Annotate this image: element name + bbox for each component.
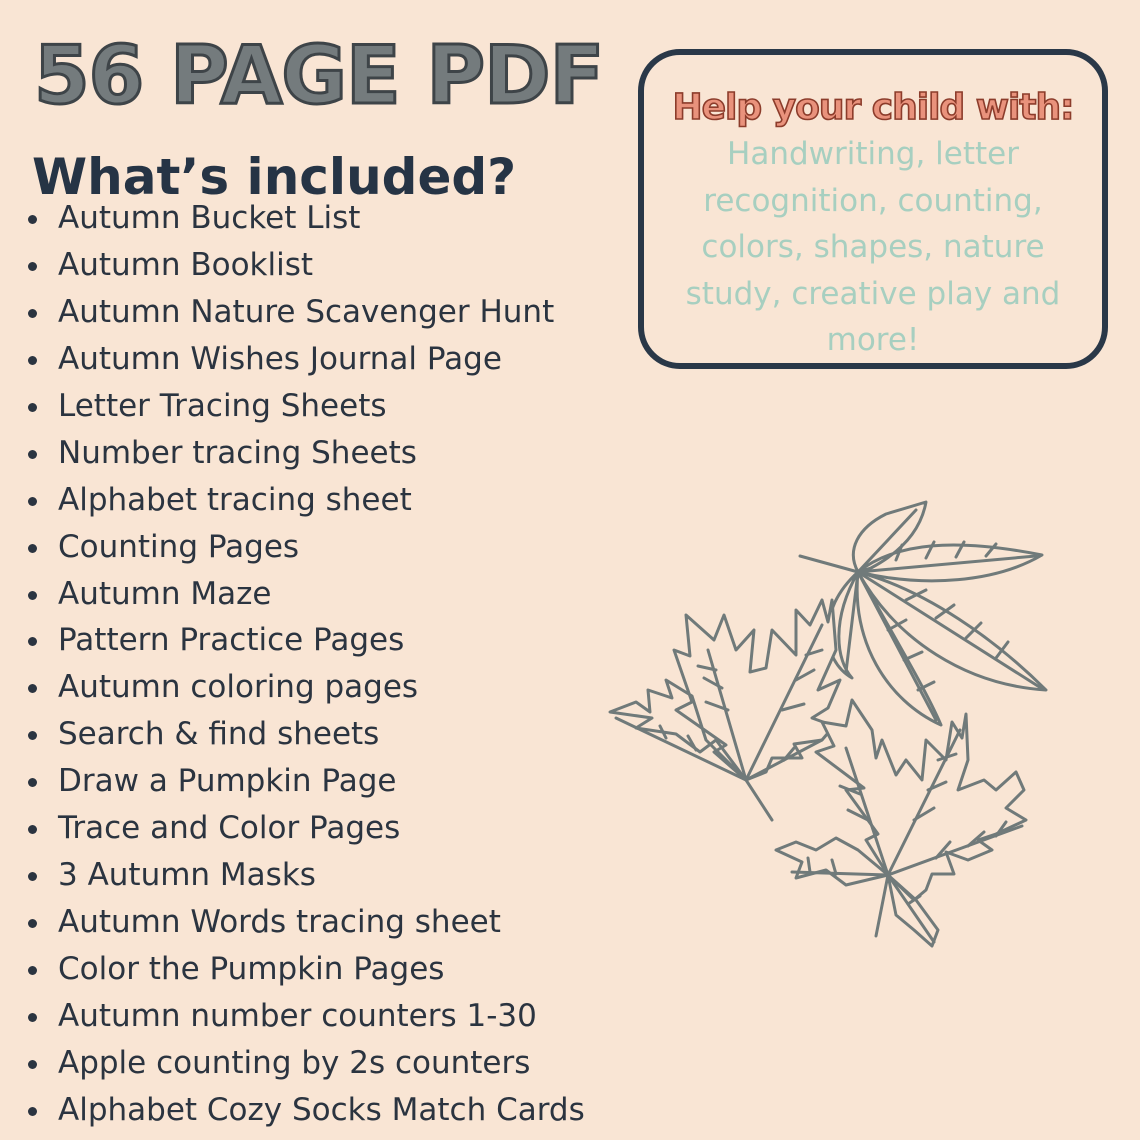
list-item: Autumn Wishes Journal Page (0, 336, 585, 383)
leaf-left-icon (610, 600, 840, 820)
list-item: 3 Autumn Masks (0, 852, 585, 899)
list-item: Autumn Bucket List (0, 195, 585, 242)
list-item: Autumn Booklist (0, 242, 585, 289)
list-item: Pattern Practice Pages (0, 617, 585, 664)
included-list (0, 195, 585, 1134)
list-item: Trace and Color Pages (0, 805, 585, 852)
list-item: Autumn coloring pages (0, 664, 585, 711)
list-item: Color the Pumpkin Pages (0, 946, 585, 993)
help-box-body: Handwriting, letter recognition, counting, colors, shapes, nature study, creative play and more! (685, 136, 1061, 358)
list-item: Alphabet Cozy Socks Match Cards (0, 1087, 585, 1134)
subheading: What’s included? (32, 148, 517, 206)
headline: 56 PAGE PDF (34, 29, 604, 122)
list-item: Apple counting by 2s counters (0, 1040, 585, 1087)
list-item: Autumn Nature Scavenger Hunt (0, 289, 585, 336)
list-item: Search & find sheets (0, 711, 585, 758)
list-item: Alphabet tracing sheet (0, 477, 585, 524)
list-item: Letter Tracing Sheets (0, 383, 585, 430)
list-item: Number tracing Sheets (0, 430, 585, 477)
list-item: Autumn number counters 1-30 (0, 993, 585, 1040)
leaves-illustration (596, 490, 1066, 960)
list-item: Draw a Pumpkin Page (0, 758, 585, 805)
list-item: Autumn Words tracing sheet (0, 899, 585, 946)
list-item: Autumn Maze (0, 571, 585, 618)
list-item: Counting Pages (0, 524, 585, 571)
help-box-title: Help your child with: (672, 87, 1074, 128)
help-box (638, 49, 1108, 369)
leaf-top-icon (800, 502, 1046, 725)
